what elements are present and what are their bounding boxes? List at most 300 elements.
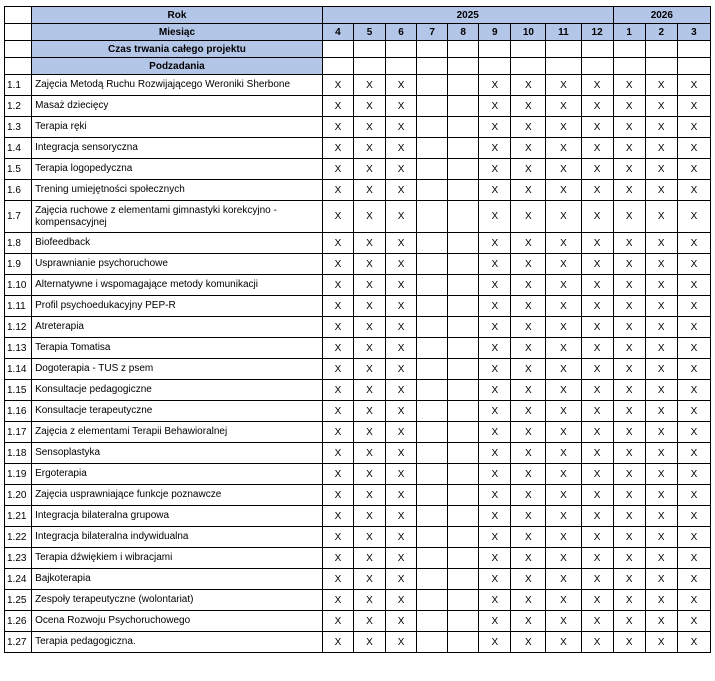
schedule-mark: X bbox=[677, 569, 710, 590]
schedule-mark: X bbox=[546, 632, 581, 653]
schedule-mark: X bbox=[322, 296, 353, 317]
schedule-mark: X bbox=[386, 506, 417, 527]
task-id: 1.25 bbox=[5, 590, 32, 611]
schedule-mark: X bbox=[386, 380, 417, 401]
schedule-mark: X bbox=[645, 317, 677, 338]
corner-cell bbox=[5, 41, 32, 58]
schedule-mark: X bbox=[386, 117, 417, 138]
schedule-mark: X bbox=[353, 138, 385, 159]
project-duration-row bbox=[5, 41, 711, 58]
schedule-mark: X bbox=[479, 380, 511, 401]
schedule-mark: X bbox=[546, 590, 581, 611]
schedule-mark: X bbox=[322, 611, 353, 632]
schedule-mark: X bbox=[613, 338, 645, 359]
task-id: 1.24 bbox=[5, 569, 32, 590]
task-row bbox=[5, 180, 711, 201]
schedule-mark: X bbox=[322, 485, 353, 506]
schedule-mark: X bbox=[581, 138, 613, 159]
schedule-mark: X bbox=[677, 632, 710, 653]
schedule-mark: X bbox=[479, 201, 511, 233]
schedule-mark: X bbox=[386, 359, 417, 380]
schedule-empty bbox=[417, 138, 448, 159]
task-id: 1.1 bbox=[5, 75, 32, 96]
schedule-mark: X bbox=[479, 506, 511, 527]
schedule-mark: X bbox=[645, 464, 677, 485]
schedule-mark: X bbox=[353, 569, 385, 590]
schedule-empty bbox=[448, 632, 479, 653]
schedule-mark: X bbox=[386, 590, 417, 611]
schedule-empty bbox=[417, 527, 448, 548]
schedule-mark: X bbox=[353, 75, 385, 96]
schedule-mark: X bbox=[677, 233, 710, 254]
schedule-mark: X bbox=[511, 233, 546, 254]
task-row bbox=[5, 569, 711, 590]
schedule-mark: X bbox=[581, 275, 613, 296]
schedule-mark: X bbox=[546, 233, 581, 254]
task-id: 1.19 bbox=[5, 464, 32, 485]
schedule-mark: X bbox=[353, 338, 385, 359]
schedule-mark: X bbox=[677, 296, 710, 317]
schedule-mark: X bbox=[581, 548, 613, 569]
schedule-mark: X bbox=[322, 317, 353, 338]
month-header-cell: 7 bbox=[417, 24, 448, 41]
schedule-mark: X bbox=[645, 180, 677, 201]
empty-cell bbox=[417, 58, 448, 75]
schedule-mark: X bbox=[353, 443, 385, 464]
schedule-mark: X bbox=[613, 254, 645, 275]
schedule-mark: X bbox=[511, 180, 546, 201]
schedule-mark: X bbox=[677, 590, 710, 611]
schedule-mark: X bbox=[511, 485, 546, 506]
empty-cell bbox=[353, 41, 385, 58]
schedule-empty bbox=[417, 201, 448, 233]
schedule-empty bbox=[448, 548, 479, 569]
task-row bbox=[5, 338, 711, 359]
schedule-mark: X bbox=[386, 296, 417, 317]
schedule-mark: X bbox=[511, 443, 546, 464]
schedule-mark: X bbox=[511, 401, 546, 422]
schedule-mark: X bbox=[677, 275, 710, 296]
task-id: 1.2 bbox=[5, 96, 32, 117]
task-row bbox=[5, 233, 711, 254]
schedule-mark: X bbox=[546, 359, 581, 380]
month-header-cell: 3 bbox=[677, 24, 710, 41]
schedule-mark: X bbox=[386, 138, 417, 159]
task-id: 1.9 bbox=[5, 254, 32, 275]
task-id: 1.22 bbox=[5, 527, 32, 548]
schedule-mark: X bbox=[479, 254, 511, 275]
schedule-mark: X bbox=[677, 96, 710, 117]
empty-cell bbox=[353, 58, 385, 75]
schedule-mark: X bbox=[511, 254, 546, 275]
schedule-mark: X bbox=[322, 338, 353, 359]
schedule-empty bbox=[417, 180, 448, 201]
schedule-mark: X bbox=[645, 117, 677, 138]
schedule-mark: X bbox=[581, 254, 613, 275]
schedule-mark: X bbox=[677, 117, 710, 138]
schedule-mark: X bbox=[479, 401, 511, 422]
schedule-mark: X bbox=[386, 485, 417, 506]
schedule-mark: X bbox=[479, 632, 511, 653]
empty-cell bbox=[417, 41, 448, 58]
schedule-mark: X bbox=[677, 443, 710, 464]
schedule-empty bbox=[417, 569, 448, 590]
schedule-mark: X bbox=[581, 527, 613, 548]
schedule-mark: X bbox=[353, 359, 385, 380]
schedule-mark: X bbox=[613, 443, 645, 464]
task-row bbox=[5, 548, 711, 569]
schedule-mark: X bbox=[479, 275, 511, 296]
month-header-cell: 12 bbox=[581, 24, 613, 41]
schedule-mark: X bbox=[677, 506, 710, 527]
schedule-mark: X bbox=[511, 96, 546, 117]
task-name: Alternatywne i wspomagające metody komunikacji bbox=[32, 275, 323, 296]
schedule-mark: X bbox=[677, 317, 710, 338]
task-id: 1.7 bbox=[5, 201, 32, 233]
schedule-mark: X bbox=[479, 117, 511, 138]
schedule-mark: X bbox=[645, 401, 677, 422]
task-name: Terapia Tomatisa bbox=[32, 338, 323, 359]
schedule-empty bbox=[448, 590, 479, 611]
schedule-mark: X bbox=[645, 138, 677, 159]
schedule-mark: X bbox=[511, 464, 546, 485]
schedule-mark: X bbox=[546, 527, 581, 548]
schedule-mark: X bbox=[511, 201, 546, 233]
task-name: Zajęcia Metodą Ruchu Rozwijającego Weroniki Sherbone bbox=[32, 75, 323, 96]
schedule-mark: X bbox=[386, 401, 417, 422]
schedule-mark: X bbox=[677, 380, 710, 401]
schedule-mark: X bbox=[581, 401, 613, 422]
schedule-mark: X bbox=[322, 359, 353, 380]
schedule-mark: X bbox=[511, 506, 546, 527]
task-name: Zajęcia ruchowe z elementami gimnastyki korekcyjno - kompensacyjnej bbox=[32, 201, 323, 233]
task-name: Integracja sensoryczna bbox=[32, 138, 323, 159]
schedule-empty bbox=[417, 632, 448, 653]
task-id: 1.14 bbox=[5, 359, 32, 380]
schedule-mark: X bbox=[546, 401, 581, 422]
schedule-mark: X bbox=[353, 201, 385, 233]
schedule-mark: X bbox=[546, 138, 581, 159]
schedule-mark: X bbox=[511, 611, 546, 632]
task-name: Integracja bilateralna indywidualna bbox=[32, 527, 323, 548]
schedule-mark: X bbox=[581, 443, 613, 464]
task-id: 1.8 bbox=[5, 233, 32, 254]
schedule-mark: X bbox=[613, 201, 645, 233]
task-row bbox=[5, 422, 711, 443]
schedule-mark: X bbox=[386, 275, 417, 296]
empty-cell bbox=[511, 58, 546, 75]
month-header-cell: 9 bbox=[479, 24, 511, 41]
schedule-mark: X bbox=[677, 464, 710, 485]
month-header-cell: 1 bbox=[613, 24, 645, 41]
schedule-mark: X bbox=[613, 548, 645, 569]
schedule-mark: X bbox=[613, 117, 645, 138]
task-row bbox=[5, 96, 711, 117]
schedule-mark: X bbox=[613, 632, 645, 653]
schedule-mark: X bbox=[613, 464, 645, 485]
year-row bbox=[5, 7, 711, 24]
schedule-mark: X bbox=[613, 506, 645, 527]
task-row bbox=[5, 317, 711, 338]
schedule-mark: X bbox=[322, 527, 353, 548]
schedule-mark: X bbox=[581, 201, 613, 233]
schedule-mark: X bbox=[677, 359, 710, 380]
schedule-mark: X bbox=[645, 296, 677, 317]
schedule-mark: X bbox=[645, 611, 677, 632]
empty-cell bbox=[677, 58, 710, 75]
month-label: Miesiąc bbox=[32, 24, 323, 41]
task-name: Konsultacje terapeutyczne bbox=[32, 401, 323, 422]
schedule-mark: X bbox=[677, 159, 710, 180]
schedule-mark: X bbox=[353, 527, 385, 548]
schedule-mark: X bbox=[511, 548, 546, 569]
schedule-empty bbox=[448, 180, 479, 201]
schedule-empty bbox=[448, 275, 479, 296]
task-name: Sensoplastyka bbox=[32, 443, 323, 464]
empty-cell bbox=[581, 58, 613, 75]
task-name: Zajęcia z elementami Terapii Behawioralnej bbox=[32, 422, 323, 443]
schedule-mark: X bbox=[322, 569, 353, 590]
empty-cell bbox=[479, 41, 511, 58]
schedule-mark: X bbox=[546, 180, 581, 201]
task-name: Bajkoterapia bbox=[32, 569, 323, 590]
schedule-mark: X bbox=[546, 96, 581, 117]
schedule-mark: X bbox=[322, 275, 353, 296]
schedule-mark: X bbox=[322, 443, 353, 464]
schedule-empty bbox=[417, 422, 448, 443]
schedule-mark: X bbox=[353, 275, 385, 296]
task-id: 1.13 bbox=[5, 338, 32, 359]
schedule-mark: X bbox=[581, 464, 613, 485]
schedule-mark: X bbox=[546, 611, 581, 632]
schedule-empty bbox=[448, 201, 479, 233]
schedule-mark: X bbox=[581, 590, 613, 611]
schedule-mark: X bbox=[353, 117, 385, 138]
schedule-mark: X bbox=[677, 254, 710, 275]
schedule-mark: X bbox=[645, 527, 677, 548]
empty-cell bbox=[613, 41, 645, 58]
task-row bbox=[5, 117, 711, 138]
task-row bbox=[5, 254, 711, 275]
schedule-mark: X bbox=[479, 485, 511, 506]
task-id: 1.3 bbox=[5, 117, 32, 138]
schedule-mark: X bbox=[479, 548, 511, 569]
task-row bbox=[5, 75, 711, 96]
schedule-mark: X bbox=[322, 380, 353, 401]
schedule-mark: X bbox=[511, 117, 546, 138]
empty-cell bbox=[448, 58, 479, 75]
schedule-mark: X bbox=[479, 233, 511, 254]
schedule-mark: X bbox=[613, 275, 645, 296]
empty-cell bbox=[677, 41, 710, 58]
schedule-mark: X bbox=[581, 338, 613, 359]
schedule-mark: X bbox=[677, 338, 710, 359]
task-row bbox=[5, 201, 711, 233]
schedule-mark: X bbox=[645, 159, 677, 180]
schedule-mark: X bbox=[386, 317, 417, 338]
schedule-mark: X bbox=[511, 527, 546, 548]
schedule-mark: X bbox=[613, 380, 645, 401]
schedule-mark: X bbox=[581, 117, 613, 138]
schedule-mark: X bbox=[546, 75, 581, 96]
schedule-mark: X bbox=[613, 611, 645, 632]
schedule-mark: X bbox=[511, 590, 546, 611]
schedule-mark: X bbox=[322, 180, 353, 201]
year-2026: 2026 bbox=[613, 7, 710, 24]
schedule-empty bbox=[448, 401, 479, 422]
schedule-mark: X bbox=[645, 275, 677, 296]
task-name: Terapia dźwiękiem i wibracjami bbox=[32, 548, 323, 569]
schedule-mark: X bbox=[353, 96, 385, 117]
schedule-mark: X bbox=[581, 96, 613, 117]
empty-cell bbox=[546, 58, 581, 75]
empty-cell bbox=[322, 58, 353, 75]
schedule-mark: X bbox=[322, 117, 353, 138]
schedule-mark: X bbox=[546, 569, 581, 590]
schedule-mark: X bbox=[546, 201, 581, 233]
schedule-mark: X bbox=[479, 527, 511, 548]
task-row bbox=[5, 159, 711, 180]
task-row bbox=[5, 296, 711, 317]
schedule-mark: X bbox=[546, 275, 581, 296]
schedule-mark: X bbox=[479, 75, 511, 96]
schedule-mark: X bbox=[546, 464, 581, 485]
month-header-cell: 11 bbox=[546, 24, 581, 41]
empty-cell bbox=[448, 41, 479, 58]
schedule-mark: X bbox=[677, 527, 710, 548]
task-row bbox=[5, 611, 711, 632]
task-id: 1.18 bbox=[5, 443, 32, 464]
schedule-mark: X bbox=[353, 317, 385, 338]
schedule-mark: X bbox=[645, 569, 677, 590]
schedule-mark: X bbox=[546, 380, 581, 401]
task-id: 1.23 bbox=[5, 548, 32, 569]
schedule-mark: X bbox=[386, 548, 417, 569]
task-row bbox=[5, 464, 711, 485]
schedule-mark: X bbox=[677, 611, 710, 632]
schedule-mark: X bbox=[581, 317, 613, 338]
schedule-empty bbox=[448, 96, 479, 117]
task-name: Masaż dziecięcy bbox=[32, 96, 323, 117]
schedule-mark: X bbox=[546, 296, 581, 317]
empty-cell bbox=[581, 41, 613, 58]
schedule-mark: X bbox=[322, 138, 353, 159]
month-header-cell: 2 bbox=[645, 24, 677, 41]
schedule-mark: X bbox=[511, 75, 546, 96]
schedule-mark: X bbox=[546, 548, 581, 569]
schedule-mark: X bbox=[677, 75, 710, 96]
task-name: Dogoterapia - TUS z psem bbox=[32, 359, 323, 380]
schedule-mark: X bbox=[511, 380, 546, 401]
schedule-mark: X bbox=[353, 548, 385, 569]
schedule-mark: X bbox=[546, 117, 581, 138]
schedule-mark: X bbox=[581, 296, 613, 317]
schedule-mark: X bbox=[322, 548, 353, 569]
schedule-mark: X bbox=[386, 96, 417, 117]
schedule-empty bbox=[417, 548, 448, 569]
schedule-mark: X bbox=[479, 296, 511, 317]
schedule-empty bbox=[448, 75, 479, 96]
empty-cell bbox=[386, 41, 417, 58]
task-name: Terapia logopedyczna bbox=[32, 159, 323, 180]
schedule-mark: X bbox=[353, 401, 385, 422]
schedule-mark: X bbox=[645, 96, 677, 117]
schedule-empty bbox=[448, 159, 479, 180]
schedule-empty bbox=[448, 380, 479, 401]
schedule-mark: X bbox=[353, 506, 385, 527]
task-id: 1.27 bbox=[5, 632, 32, 653]
task-name: Ergoterapia bbox=[32, 464, 323, 485]
schedule-mark: X bbox=[613, 590, 645, 611]
schedule-mark: X bbox=[479, 180, 511, 201]
schedule-mark: X bbox=[386, 338, 417, 359]
schedule-empty bbox=[417, 401, 448, 422]
schedule-mark: X bbox=[613, 485, 645, 506]
schedule-empty bbox=[448, 506, 479, 527]
project-duration-label: Czas trwania całego projektu bbox=[32, 41, 323, 58]
task-name: Terapia ręki bbox=[32, 117, 323, 138]
schedule-mark: X bbox=[677, 180, 710, 201]
schedule-empty bbox=[448, 485, 479, 506]
year-label: Rok bbox=[32, 7, 323, 24]
task-id: 1.26 bbox=[5, 611, 32, 632]
schedule-mark: X bbox=[581, 359, 613, 380]
schedule-mark: X bbox=[479, 590, 511, 611]
task-id: 1.10 bbox=[5, 275, 32, 296]
task-id: 1.6 bbox=[5, 180, 32, 201]
schedule-empty bbox=[417, 117, 448, 138]
month-header-cell: 4 bbox=[322, 24, 353, 41]
schedule-mark: X bbox=[511, 632, 546, 653]
schedule-mark: X bbox=[581, 159, 613, 180]
schedule-mark: X bbox=[677, 201, 710, 233]
schedule-mark: X bbox=[511, 338, 546, 359]
schedule-mark: X bbox=[546, 443, 581, 464]
schedule-mark: X bbox=[645, 254, 677, 275]
task-id: 1.5 bbox=[5, 159, 32, 180]
schedule-mark: X bbox=[581, 75, 613, 96]
schedule-mark: X bbox=[386, 632, 417, 653]
schedule-empty bbox=[417, 338, 448, 359]
schedule-mark: X bbox=[546, 317, 581, 338]
schedule-mark: X bbox=[511, 317, 546, 338]
schedule-mark: X bbox=[645, 359, 677, 380]
schedule-mark: X bbox=[353, 380, 385, 401]
task-row bbox=[5, 359, 711, 380]
task-id: 1.16 bbox=[5, 401, 32, 422]
schedule-mark: X bbox=[613, 422, 645, 443]
corner-cell bbox=[5, 24, 32, 41]
task-name: Ocena Rozwoju Psychoruchowego bbox=[32, 611, 323, 632]
schedule-mark: X bbox=[479, 159, 511, 180]
schedule-mark: X bbox=[386, 254, 417, 275]
schedule-empty bbox=[448, 611, 479, 632]
subtasks-label: Podzadania bbox=[32, 58, 323, 75]
schedule-empty bbox=[417, 380, 448, 401]
schedule-mark: X bbox=[353, 611, 385, 632]
schedule-empty bbox=[417, 611, 448, 632]
schedule-mark: X bbox=[581, 422, 613, 443]
month-header-cell: 5 bbox=[353, 24, 385, 41]
schedule-empty bbox=[417, 296, 448, 317]
task-name: Trening umiejętności społecznych bbox=[32, 180, 323, 201]
schedule-mark: X bbox=[353, 590, 385, 611]
schedule-mark: X bbox=[645, 201, 677, 233]
schedule-mark: X bbox=[479, 138, 511, 159]
schedule-mark: X bbox=[613, 296, 645, 317]
schedule-mark: X bbox=[581, 611, 613, 632]
schedule-empty bbox=[448, 569, 479, 590]
